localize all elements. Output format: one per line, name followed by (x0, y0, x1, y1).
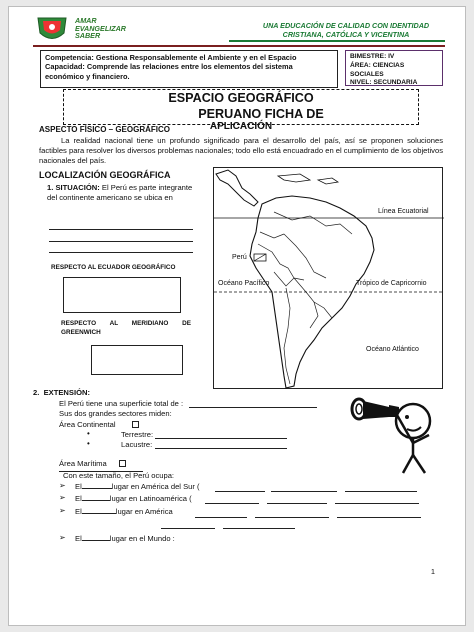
lacustre-label: Lacustre: (121, 440, 153, 449)
area-continental-label: Área Continental (59, 420, 116, 429)
item-mundo (75, 534, 175, 543)
bullet-lacustre: • (87, 439, 90, 448)
item3-line-d[interactable] (161, 528, 215, 529)
south-america-map (213, 167, 443, 389)
area-text: ÁREA: CIENCIAS SOCIALES (350, 61, 405, 78)
item3-line-a[interactable] (195, 517, 247, 518)
ecuador-label: RESPECTO AL ECUADOR GEOGRÁFICO (51, 264, 176, 271)
situacion-heading: SITUACIÓN: (55, 183, 100, 192)
item2-el: El (75, 494, 82, 503)
meridiano-label: RESPECTO AL MERIDIANO DE (61, 320, 191, 327)
section-localizacion-heading: LOCALIZACIÓN GEOGRÁFICA (39, 170, 171, 180)
extension-number: 2. (33, 388, 40, 397)
situacion-number: 1. (47, 183, 54, 192)
item3-line-c[interactable] (337, 517, 421, 518)
item3-el: El (75, 507, 82, 516)
school-brand (75, 17, 126, 40)
item4-el: El (75, 534, 82, 543)
arrow-icon: ➢ (59, 481, 66, 490)
item-america (75, 507, 173, 516)
motto-line-2: CRISTIANA, CATÓLICA Y VICENTINA (282, 30, 410, 39)
competency-box (40, 50, 338, 88)
intro-paragraph: La realidad nacional tiene un profundo significado para el desarrollo del país, así se proponen soluciones factibles para resolver los diversos problemas nacionales; todo ello está encuadrado en el cumplimiento de los objetivos nacionales del país. (39, 136, 443, 165)
item2-line-b[interactable] (267, 503, 327, 504)
item3-text: lugar en América (115, 507, 173, 516)
page-title-line-2: PERUANO FICHA DE (198, 107, 324, 121)
bimestre-text: BIMESTRE: IV (350, 53, 395, 60)
terrestre-answer-line[interactable] (155, 438, 287, 439)
oceano-pacifico-label: Océano Pacífico (218, 280, 270, 287)
item2-line-a[interactable] (205, 503, 259, 504)
linea-ecuatorial-label: Línea Ecuatorial (378, 208, 429, 215)
header-green-rule (229, 40, 445, 42)
superficie-text: El Perú tiene una superficie total de : (59, 399, 184, 408)
school-motto (241, 21, 451, 39)
peru-label: Perú (232, 254, 247, 261)
item1-el: El (75, 482, 82, 491)
nivel-text: NIVEL: SECUNDARIA (350, 79, 418, 87)
item4-text: lugar en el Mundo : (109, 534, 175, 543)
situacion-block (47, 183, 197, 203)
situacion-text: El Perú es parte integrante del continente americano se ubica en (47, 183, 193, 202)
page-title-line-3: APLICACIÓN (209, 121, 273, 132)
extension-heading: EXTENSIÓN: (43, 388, 90, 397)
superficie-answer-line[interactable] (189, 407, 317, 408)
item1-line-a[interactable] (215, 491, 265, 492)
section-aspecto-heading: ASPECTO FÍSICO – GEOGRÁFICO (39, 125, 170, 134)
item-latinoamerica (75, 494, 192, 503)
lacustre-answer-line[interactable] (155, 448, 287, 449)
terrestre-label: Terrestre: (121, 430, 154, 439)
area-maritima-label: Área Marítima (59, 459, 107, 468)
page-title-line-1: ESPACIO GEOGRÁFICO (168, 91, 314, 105)
ecuador-answer-box[interactable] (63, 277, 181, 313)
worksheet-page (8, 6, 466, 626)
tropico-label: Trópico de Capricornio (356, 280, 427, 287)
item3-blank[interactable] (82, 513, 116, 514)
meridiano-answer-box[interactable] (91, 345, 183, 375)
info-box (345, 50, 443, 86)
motto-line-1: UNA EDUCACIÓN DE CALIDAD CON IDENTIDAD (262, 21, 430, 30)
school-logo-icon (35, 15, 69, 45)
arrow-icon: ➢ (59, 493, 66, 502)
arrow-icon: ➢ (59, 506, 66, 515)
area-maritima-box[interactable] (119, 460, 126, 467)
sectores-text: Sus dos grandes sectores miden: (59, 409, 172, 418)
brand-line-3: SABER (75, 31, 101, 41)
item-america-sur (75, 482, 200, 491)
area-continental-box[interactable] (132, 421, 139, 428)
brand-line-1: AMAR (75, 16, 97, 25)
con-este-text: Con este tamaño, el Perú ocupa: (63, 471, 175, 480)
situacion-answer-line-3[interactable] (49, 252, 193, 253)
item3-line-e[interactable] (223, 528, 295, 529)
arrow-icon: ➢ (59, 533, 66, 542)
brand-line-2: EVANGELIZAR (75, 23, 126, 33)
page-number: 1 (430, 567, 435, 576)
item1-blank[interactable] (82, 488, 112, 489)
item2-text: lugar en Latinoamérica ( (109, 494, 192, 503)
item1-text: lugar en América del Sur ( (111, 482, 200, 491)
capacity-text: Capacidad: Comprende las relaciones entre los elementos del sistema económico y financiero. (45, 62, 293, 81)
competency-text: Competencia: Gestiona Responsablemente el Ambiente y en el Espacio (45, 53, 297, 62)
situacion-answer-line-2[interactable] (49, 241, 193, 242)
item1-line-b[interactable] (271, 491, 337, 492)
item4-blank[interactable] (82, 540, 110, 541)
meridiano-label-2: GREENWICH (61, 329, 101, 336)
item3-line-b[interactable] (255, 517, 329, 518)
item2-blank[interactable] (82, 500, 110, 501)
telescope-person-icon (349, 395, 445, 477)
situacion-answer-line-1[interactable] (49, 229, 193, 230)
item1-line-c[interactable] (345, 491, 417, 492)
header-rule (33, 45, 445, 47)
continent-outline (214, 168, 444, 390)
item2-line-c[interactable] (335, 503, 419, 504)
oceano-atlantico-label: Océano Atlántico (366, 346, 419, 353)
bullet-terrestre: • (87, 429, 90, 438)
extension-heading-row (33, 388, 90, 397)
